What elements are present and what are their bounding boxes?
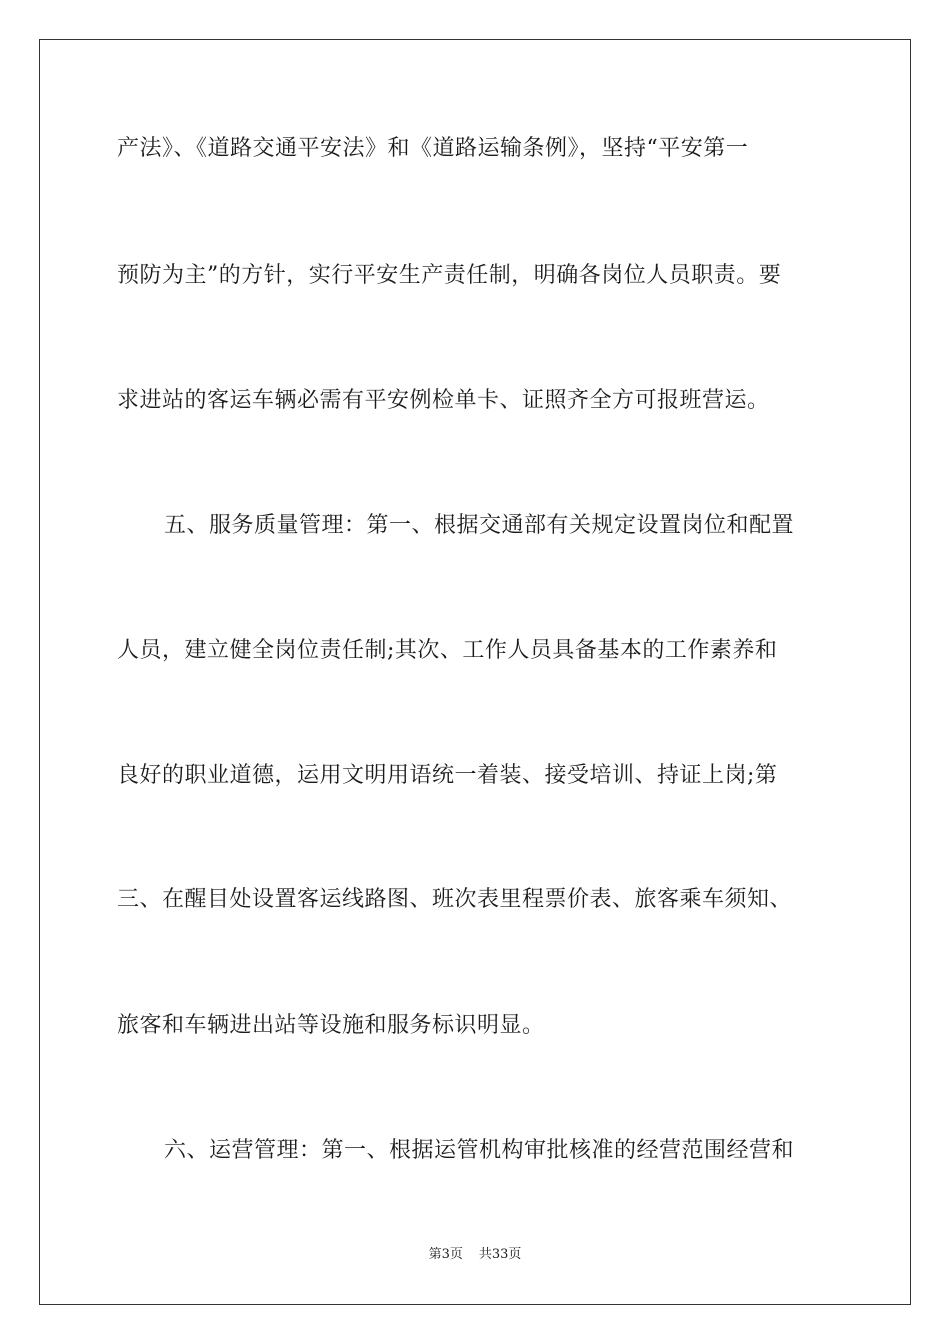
body-text-line: 三、在醒目处设置客运线路图、班次表里程票价表、旅客乘车须知、 [117, 887, 793, 912]
page-border [39, 39, 911, 1305]
page-number: 第3页 [428, 1247, 463, 1262]
body-text-line: 产法》、《道路交通平安法》和《道路运输条例》，坚持“平安第一 [117, 136, 749, 161]
total-pages: 共33页 [478, 1247, 522, 1262]
body-text-line: 人员，建立健全岗位责任制;其次、工作人员具备基本的工作素养和 [117, 638, 778, 663]
body-text-line: 预防为主”的方针，实行平安生产责任制，明确各岗位人员职责。要 [117, 263, 782, 288]
paragraph-heading-operations: 六、运营管理：第一、根据运管机构审批核准的经营范围经营和 [164, 1138, 795, 1163]
paragraph-heading-service-quality: 五、服务质量管理：第一、根据交通部有关规定设置岗位和配置 [164, 513, 795, 538]
page-footer [0, 1246, 950, 1264]
body-text-line: 求进站的客运车辆必需有平安例检单卡、证照齐全方可报班营运。 [117, 388, 770, 413]
body-text-line: 良好的职业道德，运用文明用语统一着装、接受培训、持证上岗;第 [117, 763, 778, 788]
body-text-line: 旅客和车辆进出站等设施和服务标识明显。 [117, 1013, 545, 1038]
